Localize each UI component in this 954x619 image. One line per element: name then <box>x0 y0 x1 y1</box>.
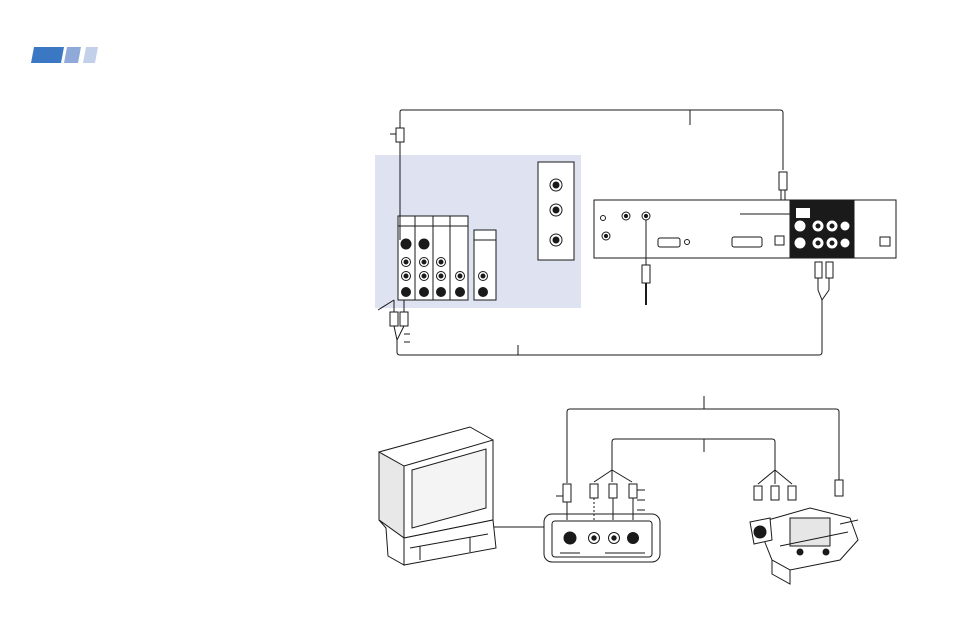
camcorder-icon <box>750 508 858 584</box>
header-tab-3 <box>83 47 98 63</box>
header-tab-1 <box>31 47 64 63</box>
antenna-input-block <box>538 162 574 260</box>
av-plugs-front <box>590 470 645 520</box>
vcr-rear-panel <box>594 200 896 258</box>
tv-icon <box>379 427 496 565</box>
s-video-plug-right <box>779 172 787 200</box>
front-av-jack-panel <box>544 514 660 562</box>
av-plugs-camcorder <box>754 470 796 500</box>
camcorder-s-video-cable <box>567 409 839 483</box>
header-tab-2 <box>64 47 81 63</box>
camcorder-av-cable <box>612 439 775 470</box>
section-header-tabs <box>31 47 98 63</box>
s-video-plug-camcorder <box>835 480 843 496</box>
top-diagram <box>375 110 896 355</box>
s-video-plug-left <box>390 128 404 142</box>
bottom-diagram <box>379 396 858 584</box>
